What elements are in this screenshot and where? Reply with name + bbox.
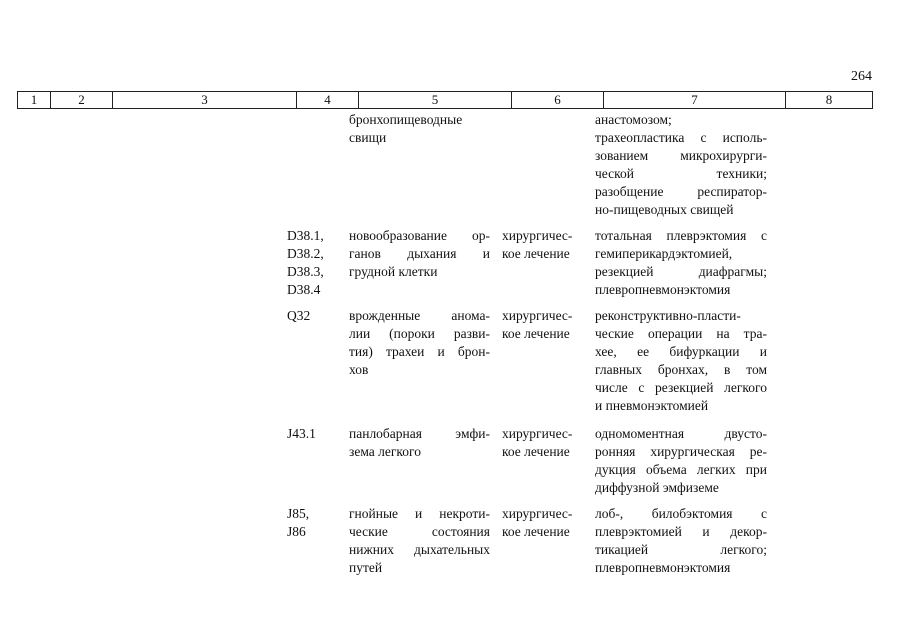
cell-text-line: диффузной эмфиземе (595, 480, 719, 495)
cell-text-line: бронхопищеводные (349, 112, 463, 127)
cell-text-line: кое лечение (502, 524, 570, 539)
cell-text-line: тикацией легкого; (595, 542, 767, 557)
cell-text-line: хее, ее бифуркации и (595, 344, 767, 359)
cell-text-line: панлобарная эмфи- (349, 426, 490, 441)
diagnosis-cell (349, 425, 490, 461)
cell-text-line: J86 (287, 524, 306, 539)
diagnosis-cell (349, 505, 490, 577)
cell-text-line: но-пищеводных свищей (595, 202, 734, 217)
cell-text-line: ронняя хирургическая ре- (595, 444, 767, 459)
column-header-4: 4 (297, 92, 359, 108)
cell-text-line: хов (349, 362, 369, 377)
column-header-7: 7 (604, 92, 786, 108)
cell-text-line: разобщение респиратор- (595, 184, 767, 199)
cell-text-line: J85, (287, 506, 310, 521)
cell-text-line: хирургичес- (502, 228, 573, 243)
cell-text-line: кое лечение (502, 444, 570, 459)
cell-text-line: врожденные анома- (349, 308, 490, 323)
cell-text-line: и пневмонэктомией (595, 398, 709, 413)
diagnosis-cell (349, 111, 490, 147)
cell-text-line: дукция объема легких при (595, 462, 767, 477)
cell-text-line: гемиперикардэктомией, (595, 246, 733, 261)
cell-text-line: хирургичес- (502, 426, 573, 441)
column-header-3: 3 (113, 92, 297, 108)
cell-text-line: реконструктивно-пласти- (595, 308, 741, 323)
cell-text-line: Q32 (287, 308, 311, 323)
cell-text-line: J43.1 (287, 426, 316, 441)
cell-text-line: плевропневмонэктомия (595, 560, 731, 575)
cell-text-line: лоб-, билобэктомия с (595, 506, 767, 521)
cell-text-line: числе с резекцией легкого (595, 380, 767, 395)
column-header-2: 2 (51, 92, 113, 108)
treatment-cell (502, 425, 584, 461)
column-header-6: 6 (512, 92, 604, 108)
cell-text-line: путей (349, 560, 383, 575)
cell-text-line: ческой техники; (595, 166, 767, 181)
cell-text-line: D38.4 (287, 282, 321, 297)
cell-text-line: грудной клетки (349, 264, 438, 279)
cell-text-line: ганов дыхания и (349, 246, 490, 261)
cell-text-line: хирургичес- (502, 506, 573, 521)
column-header-1: 1 (18, 92, 51, 108)
cell-text-line: тотальная плеврэктомия с (595, 228, 767, 243)
method-cell (595, 111, 767, 219)
cell-text-line: кое лечение (502, 246, 570, 261)
cell-text-line: свищи (349, 130, 387, 145)
cell-text-line: трахеопластика с исполь- (595, 130, 767, 145)
cell-text-line: анастомозом; (595, 112, 672, 127)
cell-text-line: плеврэктомией и декор- (595, 524, 767, 539)
treatment-cell (502, 227, 584, 263)
cell-text-line: главных бронхах, в том (595, 362, 767, 377)
method-cell (595, 307, 767, 415)
method-cell (595, 227, 767, 299)
method-cell (595, 505, 767, 577)
cell-text-line: лии (пороки разви- (349, 326, 490, 341)
cell-text-line: ческие операции на тра- (595, 326, 767, 341)
column-header-8: 8 (825, 92, 833, 107)
diagnosis-cell (349, 307, 490, 379)
cell-text-line: D38.3, (287, 264, 324, 279)
cell-text-line: одномоментная двусто- (595, 426, 767, 441)
code-cell (287, 425, 337, 443)
cell-text-line: нижних дыхательных (349, 542, 490, 557)
cell-text-line: D38.2, (287, 246, 324, 261)
cell-text-line: D38.1, (287, 228, 324, 243)
treatment-cell (502, 505, 584, 541)
cell-text-line: кое лечение (502, 326, 570, 341)
cell-text-line: зема легкого (349, 444, 421, 459)
column-header-row (17, 91, 873, 109)
cell-text-line: плевропневмонэктомия (595, 282, 731, 297)
code-cell (287, 505, 337, 541)
cell-text-line: резекцией диафрагмы; (595, 264, 767, 279)
cell-text-line: ческие состояния (349, 524, 490, 539)
cell-text-line: зованием микрохирурги- (595, 148, 767, 163)
cell-text-line: гнойные и некроти- (349, 506, 490, 521)
column-header-5: 5 (359, 92, 512, 108)
treatment-cell (502, 307, 584, 343)
code-cell (287, 307, 337, 325)
cell-text-line: новообразование ор- (349, 228, 490, 243)
cell-text-line: тия) трахеи и брон- (349, 344, 490, 359)
method-cell (595, 425, 767, 497)
page-number: 264 (851, 69, 872, 84)
diagnosis-cell (349, 227, 490, 281)
cell-text-line: хирургичес- (502, 308, 573, 323)
code-cell (287, 227, 337, 299)
